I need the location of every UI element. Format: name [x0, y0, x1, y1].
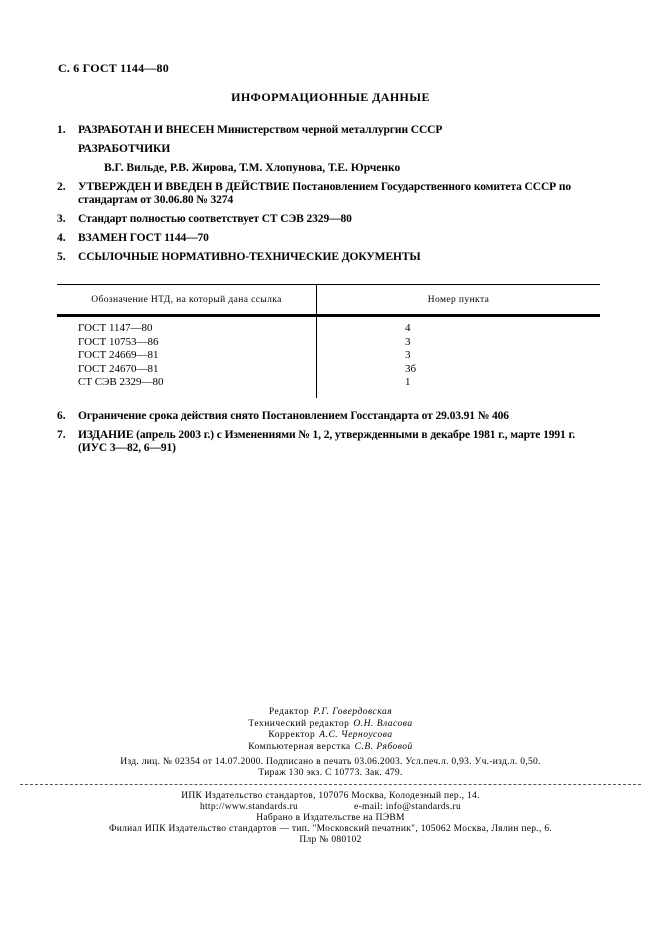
credit-name: О.Н. Власова: [353, 718, 413, 729]
info-item-6: [57, 410, 602, 423]
credit-role: Компьютерная верстка: [248, 741, 351, 752]
credit-name: Р.Г. Говердовская: [313, 707, 393, 717]
item-text: Ограничение срока действия снято Постановлением Госстандарта от 29.03.91 № 406: [78, 409, 509, 422]
item-text: Стандарт полностью соответствует СТ СЭВ 2329—80: [78, 213, 352, 225]
credit-name: С.В. Рябовой: [354, 741, 413, 752]
table-cell-ntd: ГОСТ 24669—81: [78, 349, 159, 361]
item-number: 6.: [57, 409, 66, 422]
credit-role: Корректор: [268, 730, 316, 740]
table-cell-punkt: 3: [316, 336, 600, 350]
publisher-plr-number: Плр № 080102: [299, 835, 362, 845]
credit-name: А.С. Черноусова: [319, 730, 393, 740]
info-item-5: [57, 251, 602, 264]
table-row: [57, 336, 600, 350]
publisher-contacts: [0, 802, 661, 813]
info-item-2: [57, 181, 602, 207]
publisher-email: e-mail: info@standards.ru: [354, 802, 462, 812]
table-header-punkt: Номер пункта: [316, 285, 600, 314]
publisher-branch: Филиал ИПК Издательство стандартов — тип. "Московский печатник", 105062 Москва, Лялин пер., 6.: [108, 824, 553, 834]
table-row: [57, 349, 600, 363]
info-item-3: [57, 213, 602, 226]
info-item-7: [57, 429, 602, 455]
credit-role: Технический редактор: [248, 718, 350, 729]
publisher-typeset-note: Набрано в Издательстве на ПЭВМ: [256, 813, 405, 823]
item-number: 1.: [57, 124, 66, 136]
table-bottom-spacer: [57, 390, 600, 398]
table-row: [57, 317, 600, 336]
table-row: [57, 376, 600, 390]
item-number: 2.: [57, 181, 66, 193]
table-cell-punkt: 1: [316, 376, 600, 390]
item-number: 7.: [57, 428, 66, 441]
item-text: ИЗДАНИЕ (апрель 2003 г.) с Изменениями № 1, 2, утвержденными в декабре 1981 г., марте 1991 г. (ИУС 3—82, 6—91): [78, 428, 576, 454]
table-header-row: [57, 284, 600, 317]
item-text: ССЫЛОЧНЫЕ НОРМАТИВНО-ТЕХНИЧЕСКИЕ ДОКУМЕНТЫ: [78, 251, 421, 263]
table-cell-punkt: 3: [316, 349, 600, 363]
credit-role: Редактор: [268, 707, 310, 717]
table-cell-punkt: 4: [316, 317, 600, 336]
publisher-address: ИПК Издательство стандартов, 107076 Москва, Колодезный пер., 14.: [181, 791, 480, 801]
editorial-credits: [0, 707, 661, 753]
page-header: С. 6 ГОСТ 1144—80: [58, 61, 169, 75]
publisher-block: [0, 791, 661, 846]
table-cell-ntd: СТ СЭВ 2329—80: [78, 376, 164, 388]
item-number: 4.: [57, 232, 66, 244]
print-info: [0, 757, 661, 779]
credit-line-layout: [0, 742, 661, 754]
credit-line-corrector: [0, 730, 661, 742]
developers-heading: РАЗРАБОТЧИКИ: [78, 143, 171, 155]
item-number: 5.: [57, 251, 66, 263]
info-items: [57, 124, 602, 461]
table-header-ntd: Обозначение НТД, на который дана ссылка: [91, 295, 282, 305]
table-cell-punkt: 3б: [316, 363, 600, 377]
info-item-4: [57, 232, 602, 245]
table-cell-ntd: ГОСТ 10753—86: [78, 335, 159, 348]
print-license-line: Изд. лиц. № 02354 от 14.07.2000. Подписано в печать 03.06.2003. Усл.печ.л. 0,93. Уч.-изд.л. 0,50.: [120, 757, 541, 767]
credit-line-tech-editor: [0, 719, 661, 731]
publisher-url: http://www.standards.ru: [199, 802, 299, 812]
info-item-1: [57, 124, 602, 137]
credit-line-editor: [0, 707, 661, 719]
dashed-divider: [20, 784, 641, 785]
table-body: [57, 317, 600, 398]
table-cell-ntd: ГОСТ 24670—81: [78, 362, 159, 375]
item-number: 3.: [57, 213, 66, 225]
developers-names: В.Г. Вильде, Р.В. Жирова, Т.М. Хлопунова, Т.Е. Юрченко: [104, 162, 401, 174]
item-text: РАЗРАБОТАН И ВНЕСЕН Министерством черной металлургии СССР: [78, 124, 443, 136]
document-title: ИНФОРМАЦИОННЫЕ ДАННЫЕ: [231, 90, 430, 104]
item-text: УТВЕРЖДЕН И ВВЕДЕН В ДЕЙСТВИЕ Постановлением Государственного комитета СССР по стандартам от 30.06.80 № 3274: [78, 181, 572, 206]
table-row: [57, 363, 600, 377]
table-cell-ntd: ГОСТ 1147—80: [78, 322, 153, 334]
item-text: ВЗАМЕН ГОСТ 1144—70: [78, 232, 209, 244]
reference-documents-table: [57, 284, 600, 398]
print-circulation-line: Тираж 130 экз. С 10773. Зак. 479.: [258, 768, 403, 778]
